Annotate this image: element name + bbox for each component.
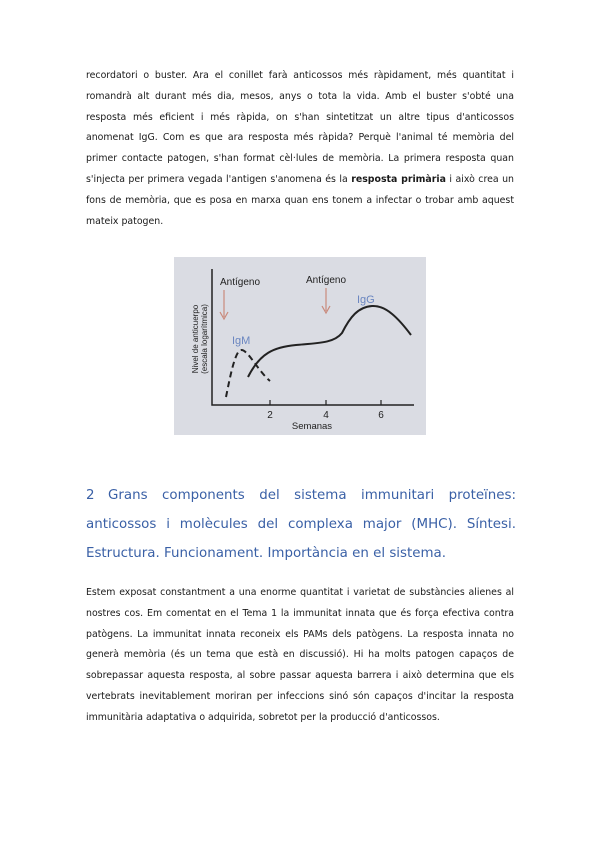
- igg-curve: [248, 306, 411, 377]
- antigen-label-second: Antígeno: [306, 275, 347, 286]
- antibody-response-figure: [174, 257, 426, 435]
- paragraph-text-after-bold: i això crea un fons de memòria, que es posa en marxa quan ens tonem a infectar o trobar amb aquest mateix patogen.: [86, 173, 514, 227]
- igg-label: IgG: [357, 294, 375, 306]
- paragraph-memory-response: [86, 66, 514, 232]
- y-axis-label-line1: Nivel de anticuerpo: [191, 304, 200, 374]
- x-tick-label-6: 6: [378, 410, 384, 421]
- paragraph-text-before-bold: recordatori o buster. Ara el conillet farà anticossos més ràpidament, més quantitat i romandrà alt durant més dia, mesos, anys o tota la vida. Amb el buster s'obté una resposta més eficient i més ràpida, on s'han sintetitzat un altre tipus d'anticossos anomenat IgG. Com es que ara resposta més ràpida? Perquè l'animal té memòria del primer contacte patogen, s'han format cèl·lules de memòria. La primera resposta quan s'injecta per primera vegada l'antigen s'anomena és la: [86, 70, 514, 185]
- section-title: Grans components del sistema immunitari proteïnes: anticossos i molècules del complexa major (MHC). Síntesi. Estructura. Funcionament. Importància en el sistema.: [86, 488, 516, 561]
- x-tick-label-4: 4: [323, 410, 329, 421]
- y-axis-label-line2: (escala logarítmica): [200, 304, 209, 374]
- section-heading: [86, 481, 516, 568]
- x-tick-label-2: 2: [267, 410, 273, 421]
- bold-term-resposta-primaria: resposta primària: [351, 173, 446, 185]
- paragraph-innate-immunity: Estem exposat constantment a una enorme quantitat i varietat de substàncies alienes al nostres cos. Em comentat en el Tema 1 la immunitat innata que és força efectiva contra patògens. La immunitat innata reconeix els PAMs dels patògens. La resposta innata no generà memòria (és un tema que està en discussió). Hi ha molts patogen capaços de sobrepassar aquesta resposta, al sobre passar aquesta barrera i això determina que els vertebrats inevitablement moriran per infeccions sinó són capaços d'incitar la resposta immunitària adaptativa o adquirida, sobretot per la producció d'anticossos.: [86, 587, 514, 723]
- section-number: 2: [86, 488, 95, 503]
- antibody-response-graph: [174, 257, 426, 435]
- x-axis-label: Semanas: [291, 421, 333, 432]
- igm-label: IgM: [232, 335, 251, 347]
- antigen-label-first: Antígeno: [220, 277, 261, 288]
